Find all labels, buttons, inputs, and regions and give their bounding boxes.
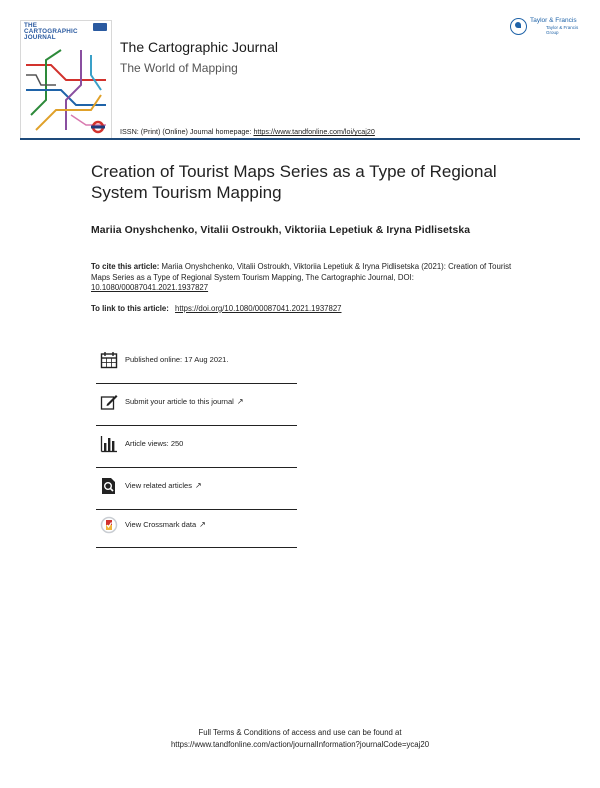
cover-title-line-1: THE	[24, 22, 38, 29]
footer-terms-url[interactable]: https://www.tandfonline.com/action/journalInformation?journalCode=ycaj20	[170, 740, 430, 749]
publisher-logo	[508, 16, 583, 40]
issn-line	[120, 127, 375, 136]
cover-flag-icon	[93, 23, 107, 31]
crossmark-row[interactable]	[96, 507, 297, 548]
cover-title-line-3: JOURNAL	[24, 34, 56, 41]
crossmark-icon	[100, 516, 118, 534]
footer-terms-text: Full Terms & Conditions of access and use can be found at	[198, 728, 402, 737]
external-link-icon: ↗	[194, 481, 202, 490]
published-online-label: Published online: 17 Aug 2021.	[125, 355, 229, 364]
crossmark-link[interactable]: View Crossmark data ↗	[125, 520, 206, 529]
related-articles-row[interactable]	[96, 468, 297, 509]
article-link-block	[91, 304, 521, 315]
doi-link[interactable]: 10.1080/00087041.2021.1937827	[91, 283, 209, 292]
submit-article-link[interactable]: Submit your article to this journal ↗	[125, 397, 244, 406]
cover-title-line-2: CARTOGRAPHIC	[24, 28, 78, 35]
issn-label: ISSN: (Print) (Online) Journal homepage:	[120, 127, 252, 136]
article-doi-url-link[interactable]: https://doi.org/10.1080/00087041.2021.1937827	[175, 304, 342, 313]
cover-transit-map	[21, 45, 111, 137]
citation-block	[91, 262, 521, 294]
row-divider	[96, 547, 297, 548]
link-label: To link to this article:	[91, 304, 169, 313]
published-online-row	[96, 342, 297, 383]
journal-title: The Cartographic Journal	[120, 39, 278, 55]
bar-chart-icon	[100, 435, 118, 453]
citation-label: To cite this article:	[91, 262, 160, 271]
submit-article-row[interactable]	[96, 384, 297, 425]
citation-text: Mariia Onyshchenko, Vitalii Ostroukh, Viktoriia Lepetiuk & Iryna Pidlisetska (2021): Creation of Tourist Maps Series as a Type of Regional System Tourism Mapping, The Cartographic Journal, DOI:	[91, 262, 512, 282]
external-link-icon: ↗	[236, 397, 244, 406]
journal-homepage-link[interactable]: https://www.tandfonline.com/loi/ycaj20	[253, 127, 375, 136]
search-document-icon	[100, 477, 118, 495]
article-views-label: Article views: 250	[125, 439, 184, 448]
article-authors: Mariia Onyshchenko, Vitalii Ostroukh, Viktoriia Lepetiuk & Iryna Pidlisetska	[91, 225, 471, 236]
calendar-icon	[100, 351, 118, 369]
journal-cover-image	[20, 20, 112, 139]
header-divider	[20, 138, 580, 140]
related-articles-link[interactable]: View related articles ↗	[125, 481, 202, 490]
external-link-icon: ↗	[199, 520, 206, 529]
article-views-row	[96, 426, 297, 467]
publisher-group: Taylor & Francis Group	[546, 25, 579, 35]
article-title: Creation of Tourist Maps Series as a Type of Regional System Tourism Mapping	[91, 162, 497, 202]
journal-subtitle: The World of Mapping	[120, 61, 238, 75]
publisher-logo-icon	[510, 18, 527, 35]
edit-icon	[100, 393, 118, 411]
publisher-name: Taylor & Francis	[530, 17, 577, 24]
footer	[0, 727, 600, 751]
